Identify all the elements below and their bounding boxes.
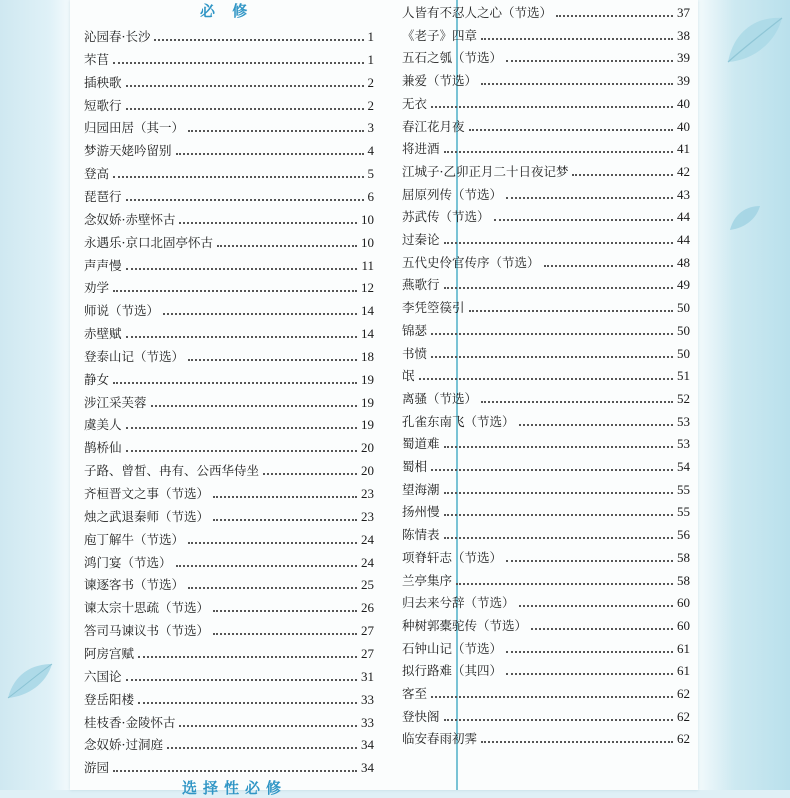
toc-leader-dots <box>444 287 673 289</box>
toc-entry <box>402 159 690 179</box>
toc-entry <box>402 613 690 633</box>
toc-entry <box>402 68 690 88</box>
toc-entry-page: 34 <box>361 760 374 776</box>
toc-entry-title: 沁园春·长沙 <box>84 29 151 44</box>
toc-entry-page: 23 <box>361 508 374 524</box>
toc-entry-page: 38 <box>677 27 690 43</box>
toc-entry-page: 26 <box>361 600 374 616</box>
toc-entry-page: 27 <box>361 645 374 661</box>
toc-entry-page: 44 <box>677 209 690 225</box>
toc-leader-dots <box>506 197 673 199</box>
toc-entry <box>84 710 374 730</box>
toc-entry-title: 离骚（节选） <box>402 390 478 406</box>
toc-entry-page: 10 <box>361 211 374 227</box>
toc-entry-title: 赤壁赋 <box>84 326 122 342</box>
toc-entry <box>402 545 690 565</box>
toc-leader-dots <box>126 450 357 452</box>
toc-entry-title: 临安春雨初霁 <box>402 731 478 747</box>
toc-entry-title: 孔雀东南飞（节选） <box>402 413 515 429</box>
toc-entry <box>402 23 690 43</box>
toc-entry-page: 61 <box>677 640 690 656</box>
toc-entry <box>402 636 690 656</box>
toc-leader-dots <box>176 153 364 155</box>
toc-entry <box>402 227 690 247</box>
toc-entry-page: 56 <box>677 527 690 543</box>
toc-leader-dots <box>138 656 357 658</box>
toc-leader-dots <box>113 290 357 292</box>
toc-entry-title: 石钟山记（节选） <box>402 640 503 656</box>
leaf-decoration-icon <box>728 204 762 234</box>
toc-entry-title: 虞美人 <box>84 417 122 433</box>
toc-leader-dots <box>481 401 673 403</box>
toc-entry-page: 24 <box>361 554 374 570</box>
toc-leader-dots <box>469 129 673 131</box>
toc-entry <box>402 250 690 270</box>
toc-entry <box>402 136 690 156</box>
toc-entry-title: 烛之武退秦师（节选） <box>84 508 210 524</box>
toc-entry <box>402 704 690 724</box>
toc-entry <box>84 138 374 158</box>
toc-entry-page: 62 <box>677 731 690 747</box>
toc-leader-dots <box>151 405 357 407</box>
toc-entry-page: 33 <box>361 714 374 730</box>
toc-entry-title: 念奴娇·过洞庭 <box>84 737 163 753</box>
toc-leader-dots <box>138 702 357 704</box>
toc-entry <box>84 207 374 227</box>
toc-entry-title: 芣苢 <box>84 51 110 67</box>
toc-entry <box>84 115 374 135</box>
toc-leader-dots <box>506 673 673 675</box>
toc-leader-dots <box>163 313 357 315</box>
toc-entry <box>402 0 690 20</box>
toc-entry-page: 31 <box>361 668 374 684</box>
toc-entry-title: 登泰山记（节选） <box>84 348 185 364</box>
toc-entry <box>402 477 690 497</box>
toc-entry <box>84 390 374 410</box>
toc-entry-title: 鹊桥仙 <box>84 440 122 456</box>
toc-leader-dots <box>217 245 357 247</box>
toc-entry-page: 61 <box>677 663 690 679</box>
toc-entry <box>402 499 690 519</box>
toc-entry-page: 60 <box>677 617 690 633</box>
toc-entry-page: 49 <box>677 277 690 293</box>
toc-entry-title: 谏太宗十思疏（节选） <box>84 600 210 616</box>
toc-entry-page: 60 <box>677 595 690 611</box>
right-margin-background <box>698 0 790 790</box>
toc-entry-page: 41 <box>677 141 690 157</box>
toc-entry-page: 23 <box>361 486 374 501</box>
toc-entry-page: 52 <box>677 390 690 406</box>
toc-entry-page: 42 <box>677 163 690 179</box>
toc-leader-dots <box>444 242 673 244</box>
toc-leader-dots <box>431 696 673 698</box>
toc-leader-dots <box>531 628 673 630</box>
toc-entry-page: 50 <box>677 300 690 316</box>
toc-entry <box>84 732 374 752</box>
toc-entry-title: 无衣 <box>402 95 428 111</box>
toc-entry-page: 5 <box>367 166 374 182</box>
toc-entry-title: 游园 <box>84 760 110 776</box>
section-title-elective: 选择性必修 <box>182 779 288 797</box>
toc-leader-dots <box>544 265 673 267</box>
toc-leader-dots <box>188 130 363 132</box>
toc-entry-title: 人皆有不忍人之心（节选） <box>402 5 553 20</box>
toc-leader-dots <box>263 473 357 475</box>
toc-entry-page: 58 <box>677 549 690 565</box>
toc-leader-dots <box>419 378 673 380</box>
toc-entry-page: 43 <box>677 186 690 202</box>
toc-entry <box>402 45 690 65</box>
toc-leader-dots <box>113 62 363 64</box>
toc-leader-dots <box>481 741 673 743</box>
toc-entry-title: 桂枝香·金陵怀古 <box>84 714 176 730</box>
toc-entry-title: 锦瑟 <box>402 322 428 338</box>
toc-leader-dots <box>444 492 673 494</box>
toc-leader-dots <box>213 519 357 521</box>
toc-entry <box>84 618 374 638</box>
toc-entry <box>402 590 690 610</box>
toc-entry <box>84 367 374 387</box>
toc-entry <box>84 184 374 204</box>
toc-entry <box>402 204 690 224</box>
toc-entry-page: 11 <box>361 257 374 273</box>
toc-entry-page: 58 <box>677 572 690 588</box>
toc-entry-page: 50 <box>677 322 690 338</box>
toc-entry-page: 62 <box>677 686 690 701</box>
toc-entry <box>402 363 690 383</box>
toc-entry <box>402 272 690 292</box>
toc-entry <box>402 182 690 202</box>
left-leaf-layer <box>0 0 70 790</box>
toc-leader-dots <box>444 446 673 448</box>
toc-leader-dots <box>519 424 673 426</box>
toc-entry <box>402 568 690 588</box>
toc-entry-page: 40 <box>677 118 690 134</box>
toc-entry <box>402 386 690 406</box>
toc-entry <box>84 435 374 455</box>
toc-entry-title: 登高 <box>84 166 110 182</box>
toc-entry-title: 阿房宫赋 <box>84 645 135 661</box>
toc-entry-page: 53 <box>677 413 690 429</box>
toc-leader-dots <box>188 587 357 589</box>
toc-entry-title: 静女 <box>84 371 110 387</box>
toc-leader-dots <box>556 15 673 17</box>
toc-entry <box>84 321 374 341</box>
toc-entry-title: 江城子·乙卯正月二十日夜记梦 <box>402 163 569 179</box>
toc-entry <box>84 527 374 547</box>
toc-leader-dots <box>188 542 357 544</box>
toc-entry-page: 55 <box>677 504 690 520</box>
toc-entry <box>84 93 374 113</box>
toc-entry <box>402 522 690 542</box>
toc-entry <box>84 641 374 661</box>
section-title-required: 必 修 <box>200 2 254 20</box>
toc-entry-title: 望海潮 <box>402 481 440 497</box>
toc-leader-dots <box>431 356 673 358</box>
toc-entry-page: 12 <box>361 280 374 296</box>
toc-leader-dots <box>456 583 673 585</box>
toc-leader-dots <box>176 565 357 567</box>
toc-entry-title: 归去来兮辞（节选） <box>402 595 515 611</box>
toc-entry-title: 氓 <box>402 368 415 384</box>
toc-leader-dots <box>444 514 673 516</box>
toc-leader-dots <box>444 151 673 153</box>
toc-entry <box>84 230 374 250</box>
toc-entry-page: 48 <box>677 254 690 270</box>
leaf-decoration-icon <box>6 660 54 702</box>
toc-entry-page: 39 <box>677 50 690 66</box>
toc-entry <box>402 318 690 338</box>
toc-entry <box>402 431 690 451</box>
toc-entry-title: 蜀道难 <box>402 436 440 452</box>
toc-entry <box>84 161 374 181</box>
toc-leader-dots <box>506 560 673 562</box>
toc-entry-title: 归园田居（其一） <box>84 120 185 136</box>
toc-entry-title: 六国论 <box>84 668 122 684</box>
toc-leader-dots <box>179 725 357 727</box>
toc-entry-title: 鸿门宴（节选） <box>84 554 172 570</box>
toc-entry-title: 梦游天姥吟留别 <box>84 143 172 159</box>
toc-entry-title: 谏逐客书（节选） <box>84 577 185 593</box>
toc-entry <box>84 24 374 44</box>
toc-entry <box>402 91 690 111</box>
toc-entry-page: 3 <box>367 120 374 136</box>
toc-entry-title: 《老子》四章 <box>402 27 478 43</box>
toc-leader-dots <box>126 199 364 201</box>
toc-leader-dots <box>494 219 673 221</box>
toc-entry-title: 短歌行 <box>84 97 122 113</box>
toc-entry <box>84 664 374 684</box>
toc-entry-page: 19 <box>361 417 374 433</box>
toc-entry-page: 44 <box>677 232 690 247</box>
toc-leader-dots <box>179 222 357 224</box>
toc-leader-dots <box>113 770 357 772</box>
toc-entry-title: 燕歌行 <box>402 277 440 293</box>
toc-entry-title: 项脊轩志（节选） <box>402 549 503 565</box>
toc-entry <box>402 658 690 678</box>
toc-entry <box>84 481 374 501</box>
toc-entry-page: 20 <box>361 463 374 479</box>
toc-leader-dots <box>126 679 357 681</box>
toc-entry-page: 10 <box>361 234 374 250</box>
toc-entry-page: 62 <box>677 708 690 724</box>
toc-entry-title: 五石之瓠（节选） <box>402 50 503 66</box>
toc-entry-page: 33 <box>361 691 374 707</box>
toc-entry <box>402 409 690 429</box>
toc-entry-title: 永遇乐·京口北固亭怀古 <box>84 234 213 250</box>
toc-entry-page: 34 <box>361 737 374 753</box>
toc-entry-title: 将进酒 <box>402 141 440 157</box>
toc-entry <box>84 344 374 364</box>
toc-entry-page: 1 <box>367 51 374 67</box>
toc-entry-page: 53 <box>677 436 690 452</box>
toc-entry-page: 18 <box>361 348 374 364</box>
toc-entry-page: 2 <box>367 97 374 113</box>
toc-entry-title: 念奴娇·赤壁怀古 <box>84 211 176 227</box>
toc-entry-page: 14 <box>361 326 374 342</box>
toc-entry <box>84 47 374 67</box>
toc-leader-dots <box>126 268 358 270</box>
toc-leader-dots <box>154 39 363 41</box>
toc-entry-page: 20 <box>361 440 374 456</box>
toc-entry-title: 兰亭集序 <box>402 572 453 588</box>
toc-entry <box>84 298 374 318</box>
toc-leader-dots <box>469 310 673 312</box>
toc-entry <box>84 458 374 478</box>
toc-entry-title: 苏武传（节选） <box>402 209 490 225</box>
toc-entry-title: 师说（节选） <box>84 303 160 319</box>
toc-leader-dots <box>519 605 673 607</box>
toc-leader-dots <box>481 38 673 40</box>
toc-entry-title: 蜀相 <box>402 459 428 474</box>
toc-leader-dots <box>444 719 673 721</box>
toc-entry-title: 答司马谏议书（节选） <box>84 623 210 639</box>
toc-leader-dots <box>213 610 357 612</box>
toc-entry-page: 19 <box>361 371 374 387</box>
toc-entry-page: 39 <box>677 73 690 89</box>
toc-entry <box>402 295 690 315</box>
toc-leader-dots <box>213 633 357 635</box>
toc-entry-page: 54 <box>677 459 690 474</box>
toc-leader-dots <box>126 427 357 429</box>
toc-entry-page: 14 <box>361 303 374 319</box>
toc-entry <box>84 504 374 524</box>
toc-entry-title: 琵琶行 <box>84 188 122 204</box>
toc-leader-dots <box>506 60 673 62</box>
toc-entry-title: 种树郭橐驼传（节选） <box>402 617 528 633</box>
toc-entry-page: 4 <box>367 143 374 159</box>
toc-entry-title: 扬州慢 <box>402 504 440 520</box>
toc-entry <box>402 681 690 701</box>
toc-leader-dots <box>167 747 357 749</box>
toc-entry-page: 25 <box>361 577 374 593</box>
toc-leader-dots <box>113 176 363 178</box>
toc-entry <box>84 755 374 775</box>
toc-entry-page: 37 <box>677 5 690 20</box>
toc-entry-title: 客至 <box>402 686 428 701</box>
toc-entry-page: 1 <box>367 29 374 44</box>
toc-entry <box>84 687 374 707</box>
toc-entry-title: 声声慢 <box>84 257 122 273</box>
toc-entry-title: 庖丁解牛（节选） <box>84 531 185 547</box>
toc-entry <box>402 341 690 361</box>
toc-entry-title: 齐桓晋文之事（节选） <box>84 486 210 501</box>
toc-entry-title: 登岳阳楼 <box>84 691 135 707</box>
toc-entry <box>84 275 374 295</box>
toc-leader-dots <box>188 359 357 361</box>
toc-entry-title: 过秦论 <box>402 232 440 247</box>
toc-entry-title: 书愤 <box>402 345 428 361</box>
toc-entry <box>84 412 374 432</box>
toc-entry-page: 40 <box>677 95 690 111</box>
toc-entry-title: 兼爱（节选） <box>402 73 478 89</box>
toc-entry-title: 五代史伶官传序（节选） <box>402 254 540 270</box>
toc-entry-title: 陈情表 <box>402 527 440 543</box>
toc-entry-page: 6 <box>367 188 374 204</box>
toc-entry-page: 50 <box>677 345 690 361</box>
toc-entry <box>84 70 374 90</box>
toc-leader-dots <box>126 85 364 87</box>
toc-leader-dots <box>113 382 357 384</box>
toc-entry-page: 19 <box>361 394 374 410</box>
toc-leader-dots <box>481 83 673 85</box>
toc-entry-page: 24 <box>361 531 374 547</box>
toc-entry-title: 拟行路难（其四） <box>402 663 503 679</box>
toc-entry-title: 劝学 <box>84 280 110 296</box>
toc-entry <box>402 726 690 746</box>
toc-leader-dots <box>572 174 673 176</box>
toc-entry-title: 插秧歌 <box>84 74 122 90</box>
toc-entry <box>84 572 374 592</box>
toc-leader-dots <box>213 496 357 498</box>
toc-entry <box>84 595 374 615</box>
toc-page <box>70 0 698 797</box>
toc-leader-dots <box>431 106 673 108</box>
toc-entry-page: 27 <box>361 623 374 639</box>
toc-entry-page: 51 <box>677 368 690 384</box>
toc-entry-title: 屈原列传（节选） <box>402 186 503 202</box>
toc-entry-title: 涉江采芙蓉 <box>84 394 147 410</box>
toc-entry-page: 2 <box>367 74 374 90</box>
toc-entry <box>84 253 374 273</box>
toc-entry <box>402 114 690 134</box>
toc-entry <box>402 454 690 474</box>
toc-leader-dots <box>126 336 357 338</box>
toc-leader-dots <box>126 108 364 110</box>
toc-leader-dots <box>431 333 673 335</box>
toc-entry-title: 登快阁 <box>402 708 440 724</box>
toc-entry-page: 55 <box>677 481 690 497</box>
toc-leader-dots <box>506 651 673 653</box>
toc-leader-dots <box>431 469 673 471</box>
toc-entry-title: 春江花月夜 <box>402 118 465 134</box>
leaf-decoration-icon <box>724 12 786 68</box>
toc-entry <box>84 550 374 570</box>
toc-entry-title: 李凭箜篌引 <box>402 300 465 316</box>
toc-entry-title: 子路、曾皙、冉有、公西华侍坐 <box>84 463 260 479</box>
toc-leader-dots <box>444 537 673 539</box>
